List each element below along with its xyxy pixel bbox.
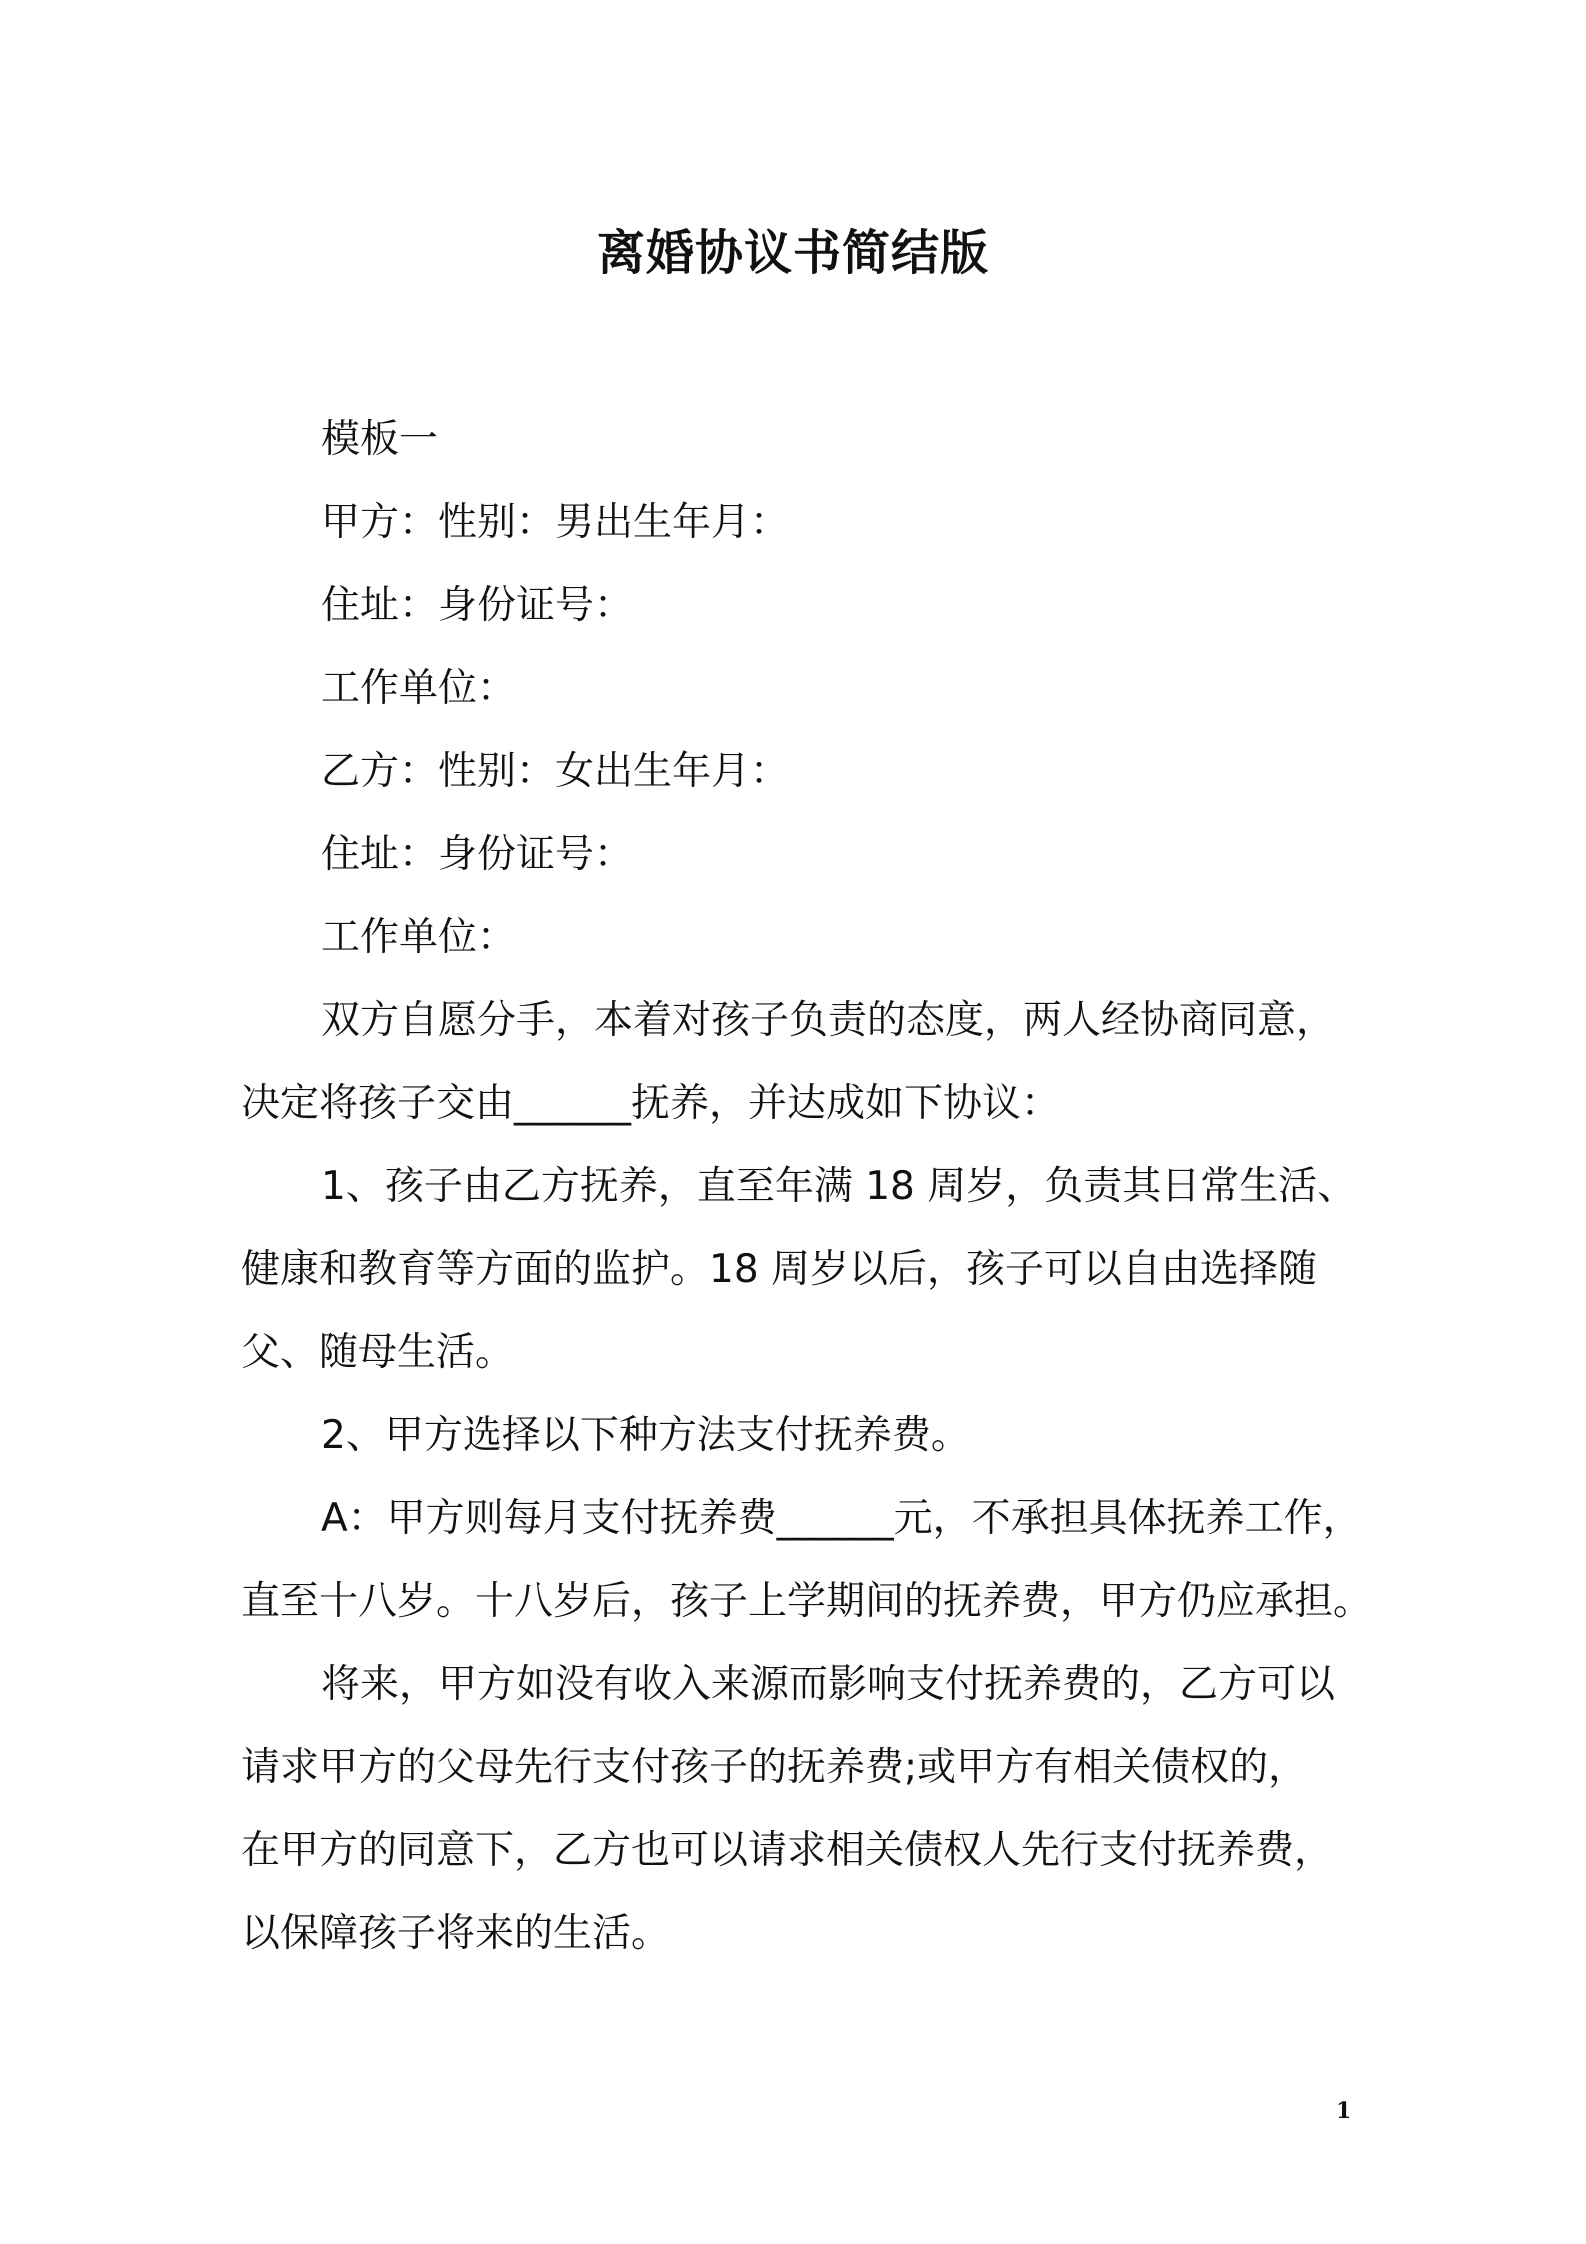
- paragraph-line: 直至十八岁。十八岁后，孩子上学期间的抚养费，甲方仍应承担。: [241, 1579, 1373, 1624]
- document-title: 离婚协议书简结版: [596, 225, 989, 281]
- party-a-employer: 工作单位：: [321, 666, 517, 711]
- party-b-info: 乙方：性别：女出生年月：: [321, 749, 790, 794]
- document-body: [241, 398, 1373, 1975]
- paragraph-line: 以保障孩子将来的生活。: [241, 1911, 671, 1956]
- paragraph-line: 请求甲方的父母先行支付孩子的抚养费;或甲方有相关债权的，: [241, 1745, 1308, 1790]
- paragraph-line: 父、随母生活。: [241, 1330, 515, 1375]
- party-a-info: 甲方：性别：男出生年月：: [321, 500, 790, 545]
- paragraph-line: 双方自愿分手，本着对孩子负责的态度，两人经协商同意，: [321, 998, 1336, 1043]
- paragraph-line: 1、孩子由乙方抚养，直至年满 18 周岁，负责其日常生活、: [321, 1164, 1357, 1209]
- party-b-employer: 工作单位：: [321, 915, 517, 960]
- party-b-address: 住址：身份证号：: [321, 832, 634, 877]
- paragraph-line: 在甲方的同意下，乙方也可以请求相关债权人先行支付抚养费，: [241, 1828, 1334, 1873]
- paragraph-line: 健康和教育等方面的监护。18 周岁以后，孩子可以自由选择随: [241, 1247, 1318, 1292]
- template-heading: 模板一: [321, 417, 439, 462]
- paragraph-line: A：甲方则每月支付抚养费______元，不承担具体抚养工作，: [321, 1496, 1362, 1541]
- paragraph-line: 2、甲方选择以下种方法支付抚养费。: [321, 1413, 970, 1458]
- page-number: 1: [1336, 2098, 1352, 2124]
- paragraph-line: 决定将孩子交由______抚养，并达成如下协议：: [241, 1081, 1061, 1126]
- party-a-address: 住址：身份证号：: [321, 583, 634, 628]
- paragraph-line: 将来，甲方如没有收入来源而影响支付抚养费的，乙方可以: [321, 1662, 1336, 1707]
